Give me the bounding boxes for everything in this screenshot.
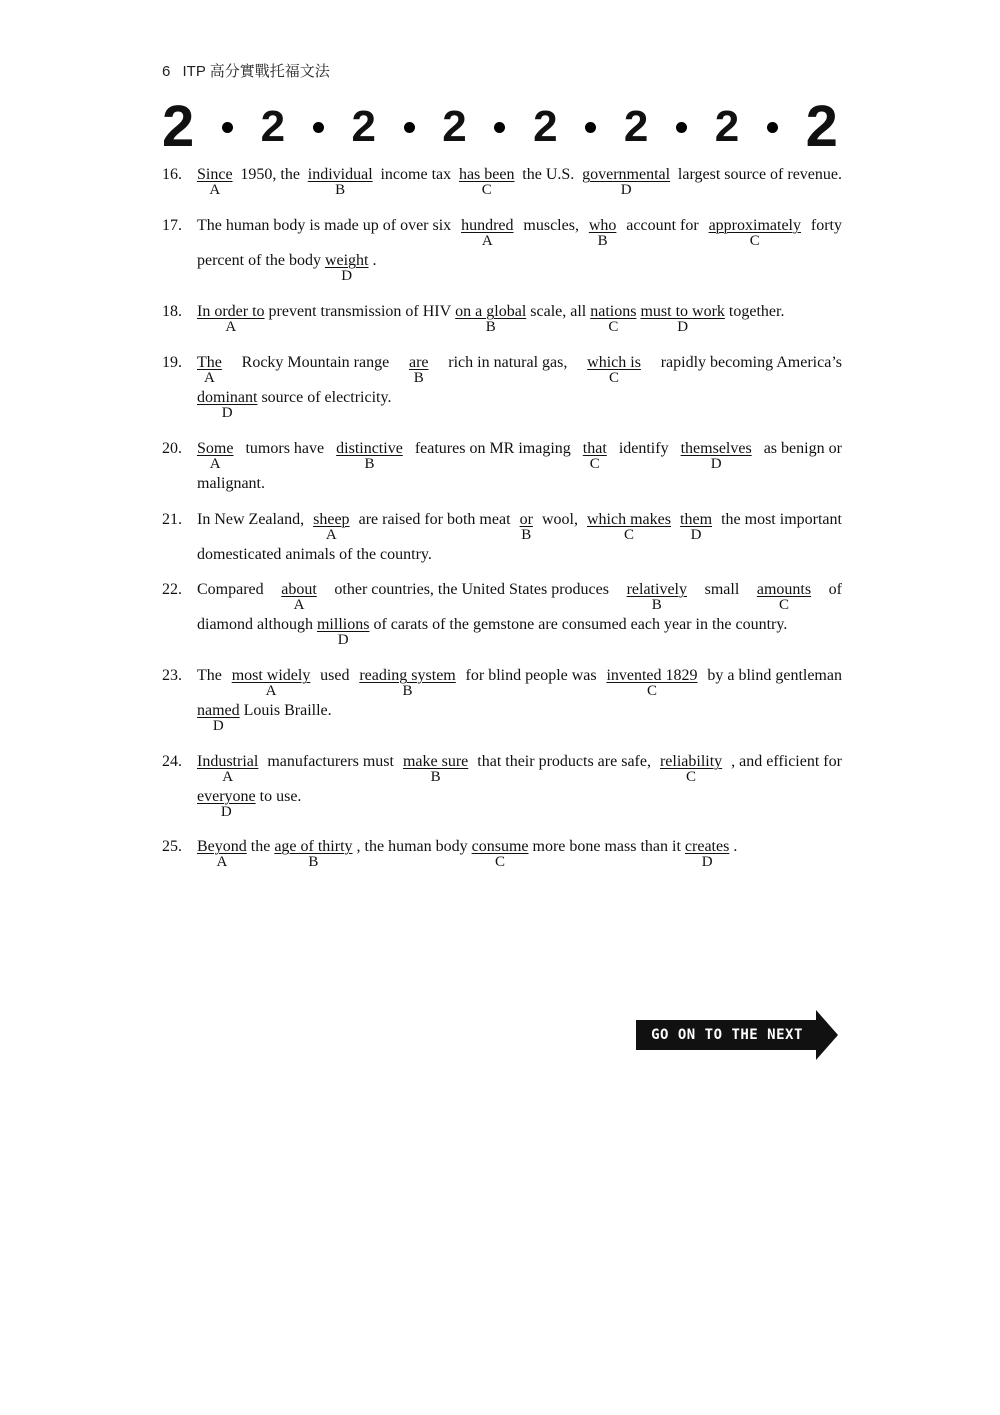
plain-text: are raised for both meat	[358, 511, 511, 528]
option-letter: A	[325, 527, 337, 543]
option-letter: D	[212, 718, 224, 734]
option-letter: D	[337, 632, 349, 648]
answer-option-segment[interactable]	[709, 217, 801, 252]
sentence-segment	[466, 667, 597, 702]
bullet-dot-icon	[767, 122, 778, 133]
option-letter: C	[646, 683, 657, 699]
sentence-segment	[721, 511, 842, 546]
bullet-dot-icon	[585, 122, 596, 133]
underlined-text: reliability	[659, 753, 723, 770]
question-number: 24.	[162, 753, 182, 770]
sentence-segment	[260, 788, 302, 805]
question-number: 17.	[162, 217, 182, 234]
question-text	[197, 838, 842, 873]
plain-text: wool,	[541, 511, 578, 528]
sentence-segment	[380, 166, 451, 201]
plain-text: together.	[728, 303, 785, 320]
option-letter: C	[778, 597, 789, 613]
plain-text: muscles,	[523, 217, 579, 234]
underlined-text: who	[588, 217, 617, 234]
sentence-segment	[619, 440, 669, 475]
underlined-text: which makes	[587, 511, 671, 528]
section-banner	[162, 96, 838, 158]
question-number: 25.	[162, 838, 182, 855]
option-letter: C	[609, 370, 620, 386]
plain-text: rich in natural gas,	[448, 354, 568, 371]
option-letter: A	[204, 370, 215, 386]
question-line	[197, 581, 842, 616]
book-title: ITP 高分實戰托福文法	[182, 63, 330, 80]
underlined-text: nations	[590, 303, 637, 320]
plain-text: that their products are safe,	[477, 753, 651, 770]
option-letter: A	[293, 597, 305, 613]
bullet-dot-icon	[676, 122, 687, 133]
answer-option-segment[interactable]	[409, 354, 429, 389]
banner-digit: 2	[351, 102, 376, 151]
sentence-segment	[729, 303, 785, 320]
underlined-text: on a global	[455, 303, 527, 320]
answer-option-segment[interactable]	[520, 511, 533, 546]
plain-text: of	[828, 581, 842, 598]
sentence-segment	[533, 838, 681, 855]
page-number: 6	[162, 63, 171, 80]
underlined-text: that	[582, 440, 607, 457]
underlined-text: hundred	[461, 217, 514, 234]
option-letter: B	[651, 597, 662, 613]
sentence-segment	[707, 667, 842, 702]
sentence-segment	[829, 581, 842, 616]
answer-option-segment[interactable]	[274, 838, 353, 870]
option-letter: B	[364, 456, 375, 472]
option-letter: B	[485, 319, 496, 335]
underlined-text: or	[519, 511, 533, 528]
answer-option-segment[interactable]	[197, 838, 247, 870]
option-letter: B	[402, 683, 413, 699]
answer-option-segment[interactable]	[313, 511, 349, 546]
answer-option-segment[interactable]	[589, 217, 617, 252]
underlined-text: In order to	[197, 303, 265, 320]
sentence-segment	[197, 217, 451, 252]
answer-option-segment[interactable]	[336, 440, 403, 475]
option-letter: C	[495, 854, 506, 870]
option-letter: D	[220, 804, 232, 820]
option-letter: D	[690, 527, 702, 543]
plain-text: Louis Braille.	[243, 702, 332, 719]
answer-option-segment[interactable]	[281, 581, 317, 616]
sentence-segment	[811, 217, 842, 252]
sentence-segment	[251, 838, 271, 855]
option-letter: B	[430, 769, 441, 785]
option-letter: C	[608, 319, 619, 335]
sentence-segment	[530, 303, 586, 320]
underlined-text: most widely	[231, 667, 311, 684]
sentence-segment	[357, 838, 468, 855]
question-line	[197, 166, 842, 201]
question-number: 18.	[162, 303, 182, 320]
question-text	[197, 166, 842, 201]
option-letter: D	[701, 854, 713, 870]
sentence-segment	[244, 702, 332, 719]
question-line	[197, 511, 842, 546]
banner-digit: 2	[805, 94, 838, 159]
question-line	[197, 546, 842, 581]
plain-text: , the human body	[356, 838, 468, 855]
plain-text: largest source of revenue.	[677, 166, 842, 183]
sentence-segment	[245, 440, 324, 475]
answer-option-segment[interactable]	[590, 303, 637, 335]
option-letter: A	[209, 182, 221, 198]
answer-option-segment[interactable]	[455, 303, 527, 335]
underlined-text: distinctive	[336, 440, 403, 457]
question-line	[197, 389, 842, 424]
underlined-text: which is	[587, 354, 641, 371]
underlined-text: make sure	[402, 753, 469, 770]
option-letter: A	[209, 456, 221, 472]
option-letter: A	[225, 319, 237, 335]
banner-digit: 2	[714, 102, 740, 151]
answer-option-segment[interactable]	[324, 252, 369, 284]
question-text	[197, 753, 842, 823]
option-letter: C	[749, 233, 760, 249]
question-line	[197, 753, 842, 788]
underlined-text: reading system	[359, 667, 456, 684]
sentence-segment	[448, 354, 567, 389]
sentence-segment	[269, 303, 452, 320]
sentence-segment	[334, 581, 609, 616]
option-letter: C	[686, 769, 697, 785]
sentence-segment	[240, 166, 300, 201]
plain-text: scale, all	[530, 303, 587, 320]
plain-text: rapidly becoming America’s	[660, 354, 842, 371]
question-line	[197, 217, 842, 252]
sentence-segment	[705, 581, 740, 616]
answer-option-segment[interactable]	[640, 303, 725, 335]
question-number: 20.	[162, 440, 182, 457]
plain-text: The	[197, 667, 222, 684]
plain-text: used	[320, 667, 350, 684]
option-letter: D	[620, 182, 632, 198]
question-text	[197, 667, 842, 737]
plain-text: , and efficient for	[731, 753, 842, 770]
question-line	[197, 667, 842, 702]
underlined-text: Industrial	[197, 753, 259, 770]
sentence-segment	[373, 252, 377, 269]
sentence-segment	[197, 252, 321, 269]
sentence-segment	[261, 389, 391, 406]
plain-text: 1950, the	[240, 166, 300, 183]
option-letter: B	[335, 182, 346, 198]
question-number: 19.	[162, 354, 182, 371]
question-line	[197, 838, 842, 873]
option-letter: A	[481, 233, 493, 249]
banner-digit: 2	[623, 102, 649, 151]
option-letter: D	[221, 405, 233, 421]
answer-option-segment[interactable]	[757, 581, 811, 616]
answer-option-segment[interactable]	[587, 354, 641, 389]
underlined-text: creates	[684, 838, 730, 855]
answer-option-segment[interactable]	[359, 667, 455, 702]
sentence-segment	[661, 354, 842, 389]
answer-option-segment[interactable]	[308, 166, 373, 201]
answer-option-segment[interactable]	[316, 616, 370, 648]
question-line	[197, 303, 842, 338]
underlined-text: amounts	[756, 581, 812, 598]
option-letter: A	[222, 769, 234, 785]
sentence-segment	[522, 166, 574, 201]
sentence-segment	[678, 166, 842, 201]
question-text	[197, 217, 842, 287]
sentence-segment	[731, 753, 842, 788]
underlined-text: has been	[458, 166, 515, 183]
sentence-segment	[197, 475, 265, 492]
answer-option-segment[interactable]	[680, 511, 712, 546]
banner-digit: 2	[260, 102, 286, 151]
plain-text: domesticated animals of the country.	[197, 546, 432, 563]
question-line	[197, 252, 842, 287]
question-number: 22.	[162, 581, 182, 598]
answer-option-segment[interactable]	[606, 667, 697, 702]
plain-text: forty	[810, 217, 842, 234]
underlined-text: consume	[471, 838, 529, 855]
question-line	[197, 475, 842, 510]
sentence-segment	[242, 354, 390, 389]
answer-option-segment[interactable]	[582, 166, 670, 201]
question-text	[197, 511, 842, 581]
sentence-segment	[733, 838, 737, 855]
option-letter: D	[710, 456, 722, 472]
underlined-text: individual	[307, 166, 373, 183]
plain-text: .	[372, 252, 377, 269]
option-letter: C	[623, 527, 634, 543]
answer-option-segment[interactable]	[197, 166, 233, 201]
option-letter: A	[216, 854, 228, 870]
plain-text: as benign or	[763, 440, 842, 457]
option-letter: C	[481, 182, 492, 198]
underlined-text: invented 1829	[606, 667, 698, 684]
plain-text: manufacturers must	[267, 753, 394, 770]
plain-text: Compared	[197, 581, 264, 598]
sentence-segment	[523, 217, 579, 252]
plain-text: percent of the body	[197, 252, 321, 269]
answer-option-segment[interactable]	[684, 838, 730, 870]
sentence-segment	[197, 667, 222, 702]
question-line	[197, 440, 842, 475]
answer-option-segment[interactable]	[471, 838, 529, 870]
answer-option-segment[interactable]	[459, 166, 515, 201]
underlined-text: relatively	[626, 581, 687, 598]
underlined-text: must to work	[640, 303, 725, 320]
plain-text: In New Zealand,	[197, 511, 305, 528]
answer-option-segment[interactable]	[197, 753, 258, 788]
sentence-segment	[320, 667, 349, 702]
underlined-text: sheep	[313, 511, 350, 528]
underlined-text: governmental	[582, 166, 671, 183]
underlined-text: themselves	[680, 440, 752, 457]
plain-text: .	[733, 838, 738, 855]
plain-text: income tax	[380, 166, 452, 183]
plain-text: other countries, the United States produces	[334, 581, 609, 598]
answer-option-segment[interactable]	[197, 303, 265, 335]
plain-text: the	[250, 838, 271, 855]
question-text	[197, 354, 842, 424]
sentence-segment	[359, 511, 511, 546]
answer-option-segment[interactable]	[627, 581, 687, 616]
banner-digit: 2	[533, 102, 558, 151]
option-letter: C	[589, 456, 600, 472]
sentence-segment	[542, 511, 578, 546]
plain-text: tumors have	[245, 440, 325, 457]
underlined-text: Since	[197, 166, 233, 183]
underlined-text: Beyond	[197, 838, 247, 855]
sentence-segment	[267, 753, 394, 788]
underlined-text: about	[281, 581, 317, 598]
underlined-text: are	[408, 354, 429, 371]
arrow-right-icon	[816, 1010, 838, 1060]
underlined-text: them	[680, 511, 713, 528]
plain-text: malignant.	[197, 475, 265, 492]
option-letter: B	[597, 233, 608, 249]
plain-text: features on MR imaging	[414, 440, 571, 457]
answer-option-segment[interactable]	[461, 217, 513, 252]
plain-text: to use.	[259, 788, 302, 805]
option-letter: B	[413, 370, 424, 386]
answer-option-segment[interactable]	[681, 440, 752, 475]
sentence-segment	[197, 511, 304, 546]
answer-option-segment[interactable]	[660, 753, 722, 788]
option-letter: D	[677, 319, 689, 335]
question-line	[197, 354, 842, 389]
plain-text: prevent transmission of HIV	[268, 303, 452, 320]
answer-option-segment[interactable]	[587, 511, 671, 546]
banner-digit: 2	[162, 94, 195, 159]
sentence-segment	[197, 546, 432, 563]
underlined-text: approximately	[708, 217, 801, 234]
plain-text: of carats of the gemstone are consumed each year in the country.	[373, 616, 788, 633]
plain-text: the most important	[721, 511, 842, 528]
answer-option-segment[interactable]	[197, 788, 256, 820]
underlined-text: named	[197, 702, 240, 719]
plain-text: for blind people was	[465, 667, 597, 684]
answer-option-segment[interactable]	[197, 702, 240, 734]
plain-text: account for	[626, 217, 699, 234]
question-line	[197, 788, 842, 823]
option-letter: A	[265, 683, 277, 699]
question-text	[197, 303, 842, 338]
question-text	[197, 440, 842, 510]
question-number: 21.	[162, 511, 182, 528]
question-number: 16.	[162, 166, 182, 183]
sentence-segment	[477, 753, 651, 788]
plain-text: the U.S.	[522, 166, 575, 183]
answer-option-segment[interactable]	[197, 354, 222, 389]
sentence-segment	[626, 217, 698, 252]
banner-digit: 2	[442, 102, 467, 151]
answer-option-segment[interactable]	[197, 440, 233, 475]
plain-text: diamond although	[197, 616, 313, 633]
sentence-segment	[764, 440, 842, 475]
plain-text: identify	[618, 440, 669, 457]
option-letter: D	[341, 268, 353, 284]
question-line	[197, 702, 842, 737]
bullet-dot-icon	[222, 122, 233, 133]
bullet-dot-icon	[313, 122, 324, 133]
bullet-dot-icon	[494, 122, 505, 133]
underlined-text: everyone	[197, 788, 256, 805]
plain-text: small	[704, 581, 740, 598]
answer-option-segment[interactable]	[232, 667, 311, 702]
plain-text: Rocky Mountain range	[241, 354, 390, 371]
underlined-text: Some	[197, 440, 234, 457]
bullet-dot-icon	[404, 122, 415, 133]
option-letter: B	[308, 854, 319, 870]
underlined-text: age of thirty	[274, 838, 353, 855]
go-on-arrow	[636, 1010, 838, 1073]
sentence-segment	[415, 440, 571, 475]
page-header	[162, 60, 338, 81]
option-letter: B	[521, 527, 532, 543]
plain-text: more bone mass than it	[532, 838, 681, 855]
underlined-text: weight	[324, 252, 369, 269]
question-number: 23.	[162, 667, 182, 684]
underlined-text: The	[197, 354, 222, 371]
plain-text: The human body is made up of over six	[197, 217, 452, 234]
answer-option-segment[interactable]	[197, 389, 258, 421]
answer-option-segment[interactable]	[403, 753, 468, 788]
sentence-segment	[197, 616, 313, 633]
underlined-text: millions	[316, 616, 370, 633]
answer-option-segment[interactable]	[583, 440, 607, 475]
plain-text: by a blind gentleman	[707, 667, 842, 684]
underlined-text: dominant	[197, 389, 258, 406]
question-text	[197, 581, 842, 651]
go-on-label: GO ON TO THE NEXT PAGE	[651, 1027, 803, 1073]
sentence-segment	[197, 581, 264, 616]
question-line	[197, 616, 842, 651]
sentence-segment	[373, 616, 787, 633]
plain-text: source of electricity.	[261, 389, 392, 406]
